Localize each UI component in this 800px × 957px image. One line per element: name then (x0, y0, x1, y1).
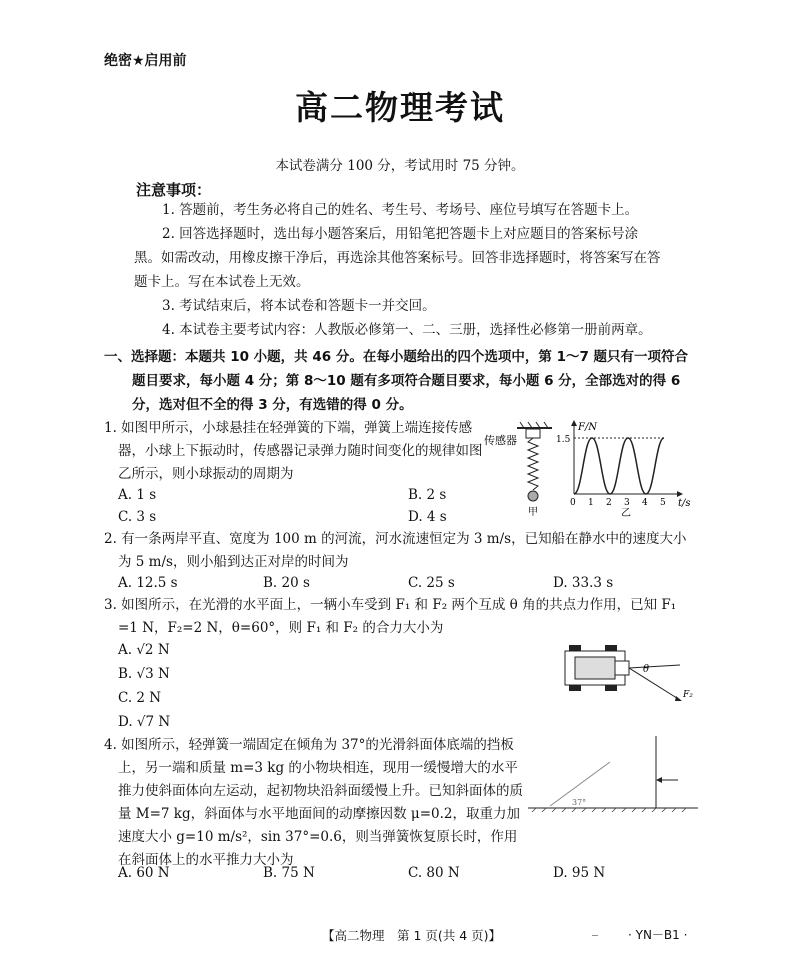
f2-label: F₂ (683, 690, 693, 700)
question-4 (104, 734, 524, 872)
secret-label: 绝密★启用前 (104, 53, 187, 69)
exam-info: 本试卷满分 100 分，考试用时 75 分钟。 (275, 158, 525, 174)
figure-3 (555, 645, 705, 705)
question-4-options (118, 862, 698, 884)
page-title: 高二物理考试 (295, 88, 505, 127)
option[interactable]: D. 4 s (408, 509, 447, 525)
jia-label: 甲 (528, 507, 538, 518)
option[interactable]: C. 2 N (118, 690, 162, 706)
option[interactable]: B. √3 N (118, 666, 170, 682)
notice-item: 2. 回答选择题时，选出每小题答案后，用铅笔把答题卡上对应题目的答案标号涂黑。如需改动，用橡皮擦干净后，再选涂其他答案标号。回答非选择题时，将答案写在答题卡上。写在本试卷上无效。 (134, 226, 661, 290)
page-footer: 【高二物理 第 1 页(共 4 页)】 (322, 928, 502, 943)
question-stem: 1. 如图甲所示，小球悬挂在轻弹簧的下端，弹簧上端连接传感器，小球上下振动时，传感器记录弹力随时间变化的规律如图乙所示，则小球振动的周期为 (104, 420, 483, 482)
question-stem: 4. 如图所示，轻弹簧一端固定在倾角为 37°的光滑斜面体底端的挡板上，另一端和质量 m=3 kg 的小物块相连，现用一缓慢增大的水平推力使斜面体向左运动，起初物块沿斜面缓慢上升。已知斜面体的质量 M=7 kg，斜面体与水平地面间的动摩擦因数 μ=0.2，取重力加速度大小 g=10 m/s²，sin 37°=0.6，则当弹簧恢复原长时，作用在斜面体上的水平推力大小为 (104, 737, 523, 868)
question-2-options (118, 572, 698, 594)
option[interactable]: A. √2 N (118, 642, 170, 658)
option[interactable]: C. 80 N (408, 865, 460, 881)
yi-label: 乙 (621, 508, 631, 518)
option[interactable]: A. 60 N (118, 865, 170, 881)
option[interactable]: C. 25 s (408, 575, 455, 591)
option[interactable]: A. 12.5 s (118, 575, 178, 591)
figure-1 (482, 418, 692, 518)
tick-label: 0 (570, 498, 576, 508)
notice-heading: 注意事项： (136, 181, 212, 199)
angle-label: 37° (572, 798, 587, 807)
notice-item: 3. 考试结束后，将本试卷和答题卡一并交回。 (162, 298, 436, 314)
question-stem: 2. 有一条两岸平直、宽度为 100 m 的河流，河水流速恒定为 3 m/s，已知船在静水中的速度大小为 5 m/s，则小船到达正对岸的时间为 (104, 531, 687, 570)
question-1-options-row2 (118, 506, 447, 528)
sensor-label: 传感器 (484, 434, 517, 447)
option[interactable]: D. √7 N (118, 714, 171, 730)
option[interactable]: A. 1 s (118, 487, 157, 503)
figure-yi-graph (556, 420, 691, 518)
figure-4 (528, 732, 700, 812)
footer-dash: _ (592, 922, 598, 936)
question-1 (104, 417, 484, 486)
notice-list (134, 198, 664, 342)
theta-label: θ (643, 664, 650, 675)
question-3 (104, 594, 694, 640)
tick-label: 1 (588, 498, 594, 508)
notice-item: 1. 答题前，考生务必将自己的姓名、考生号、考场号、座位号填写在答题卡上。 (162, 202, 639, 218)
x-axis-label: t/s (678, 498, 691, 509)
notice-item: 4. 本试卷主要考试内容：人教版必修第一、二、三册，选择性必修第一册前两章。 (162, 322, 652, 338)
option[interactable]: D. 33.3 s (553, 575, 614, 591)
tick-label: 3 (624, 498, 630, 508)
y-axis-label: F/N (578, 422, 598, 433)
option[interactable]: B. 2 s (408, 487, 447, 503)
option[interactable]: D. 95 N (553, 865, 606, 881)
section-text: 一、选择题：本题共 10 小题，共 46 分。在每小题给出的四个选项中，第 1～7 题只有一项符合题目要求，每小题 4 分；第 8～10 题有多项符合题目要求，每小题 6 分，全部选对的得 6 分，选对但不全的得 3 分，有选错的得 0 分。 (104, 349, 689, 413)
question-2 (104, 528, 694, 574)
question-3-options (118, 638, 170, 734)
option[interactable]: C. 3 s (118, 509, 157, 525)
figure-jia (484, 422, 552, 518)
tick-label: 5 (660, 498, 666, 508)
question-1-options (118, 484, 446, 506)
exam-code: · YN－B1 · (628, 928, 688, 942)
section-heading (104, 345, 700, 417)
y-value-label: 1.5 (556, 435, 571, 445)
tick-label: 4 (642, 498, 648, 508)
question-stem: 3. 如图所示，在光滑的水平面上，一辆小车受到 F₁ 和 F₂ 两个互成 θ 角的共点力作用，已知 F₁ =1 N，F₂=2 N，θ=60°，则 F₁ 和 F₂ 的合力大小为 (104, 597, 677, 636)
option[interactable]: B. 75 N (263, 865, 315, 881)
tick-label: 2 (606, 498, 612, 508)
option[interactable]: B. 20 s (263, 575, 310, 591)
